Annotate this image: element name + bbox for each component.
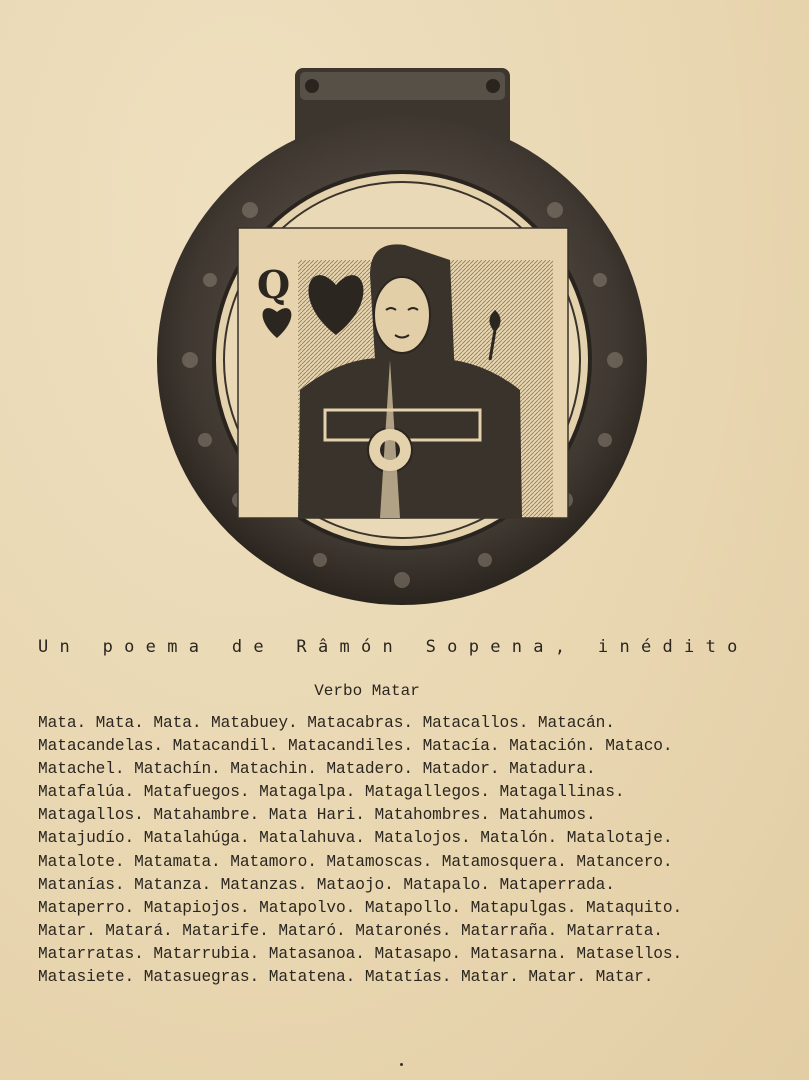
poem-line: Matagallos. Matahambre. Mata Hari. Matahombres. Matahumos. [38, 806, 596, 825]
poem-line: Matachel. Matachín. Matachin. Matadero. Matador. Matadura. [38, 760, 596, 779]
poem-line: Mata. Mata. Mata. Matabuey. Matacabras. Matacallos. Matacán. [38, 714, 615, 732]
poem-title: Verbo Matar [314, 682, 420, 700]
porthole-frame [150, 60, 660, 610]
poem-line: Matajudío. Matalahúga. Matalahuva. Matalojos. Matalón. Matalotaje. [38, 829, 673, 848]
poem-line: Matalote. Matamata. Matamoro. Matamoscas. Matamosquera. Matancero. [38, 852, 673, 871]
page-dot [400, 1063, 403, 1066]
card-rank-text: Q [257, 262, 291, 307]
poem-line: Matanías. Matanza. Matanzas. Mataojo. Matapalo. Mataperrada. [38, 875, 615, 894]
poem-line: Matarratas. Matarrubia. Matasanoa. Matasapo. Matasarna. Matasellos. [38, 944, 683, 963]
poem-line: Matasiete. Matasuegras. Matatena. Matatías. Matar. Matar. Matar. [38, 968, 654, 987]
poem-line: Mataperro. Matapiojos. Matapolvo. Matapollo. Matapulgas. Mataquito. [38, 898, 683, 917]
poem-line: Matar. Matará. Matarife. Mataró. Mataronés. Matarraña. Matarrata. [38, 921, 663, 940]
poem-body [38, 712, 778, 989]
porthole-card-illustration [150, 60, 660, 610]
poem-line: Matacandelas. Matacandil. Matacandiles. Matacía. Matación. Mataco. [38, 737, 673, 756]
byline: Un poema de Râmón Sopena, inédito [38, 637, 749, 657]
poem-line: Matafalúa. Matafuegos. Matagalpa. Matagallegos. Matagallinas. [38, 783, 625, 802]
